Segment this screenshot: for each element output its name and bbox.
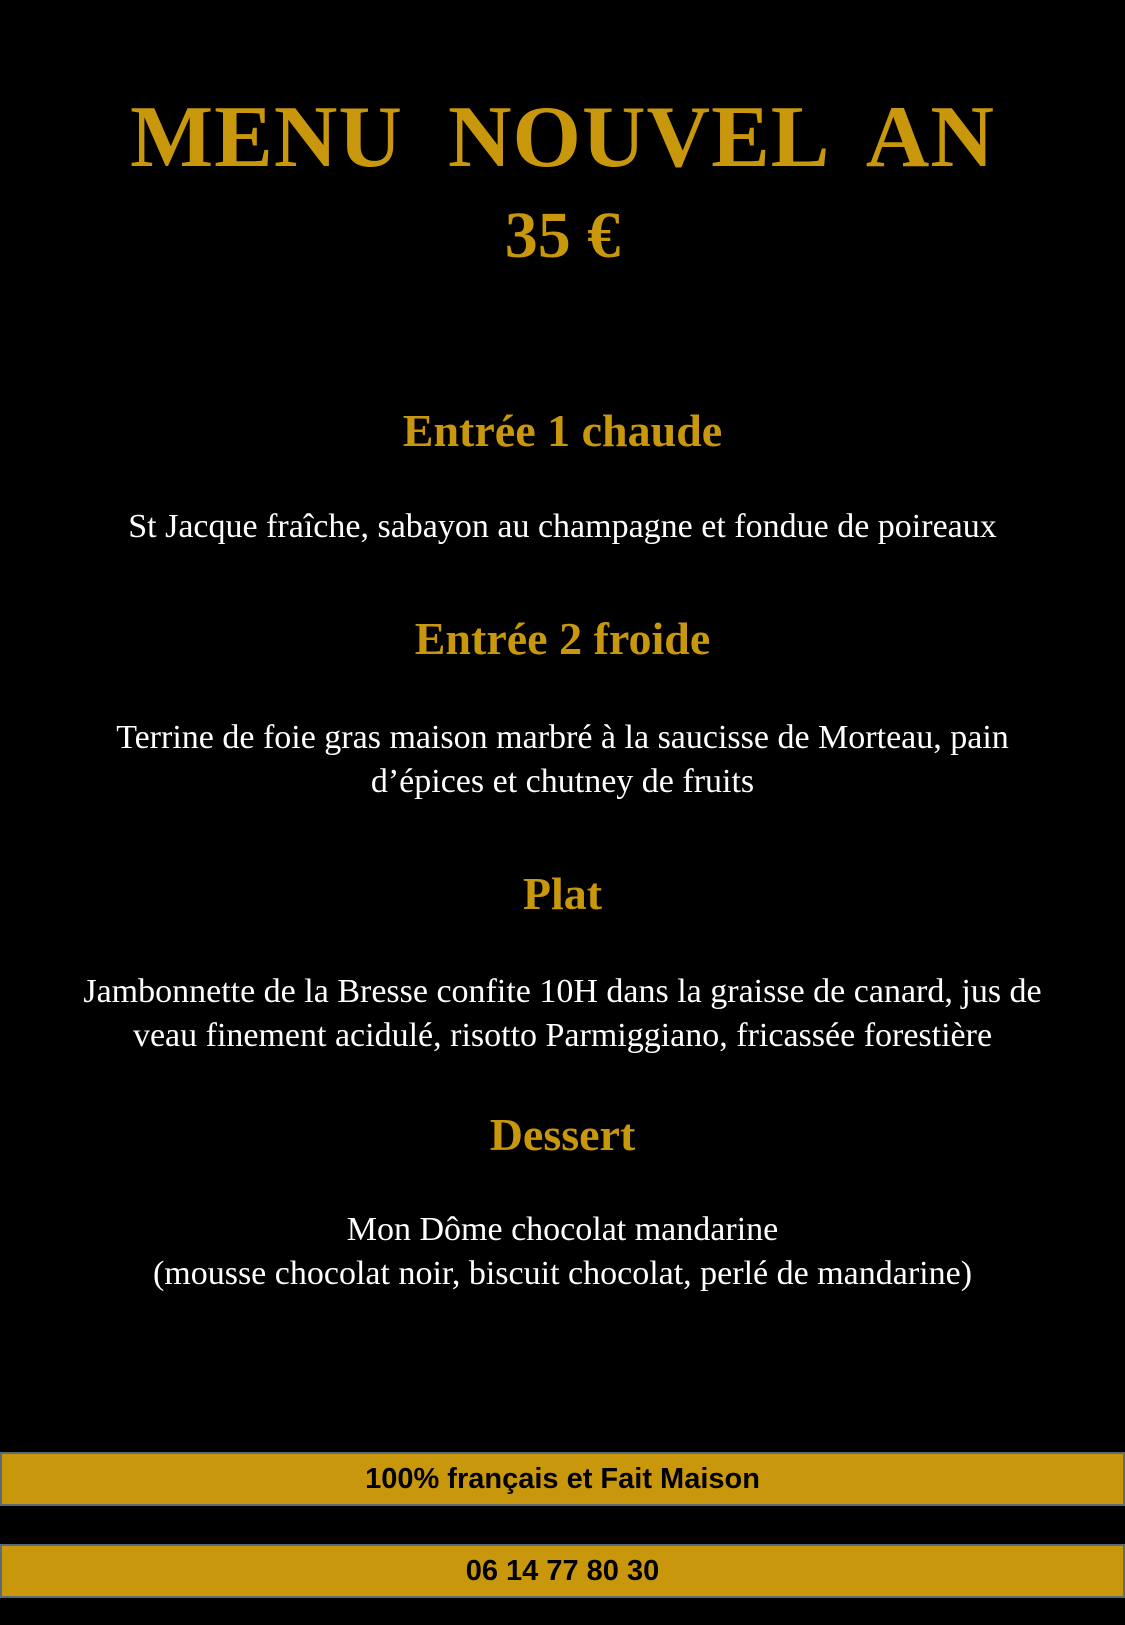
description-line: St Jacque fraîche, sabayon au champagne et fondue de poireaux [128,508,997,545]
tagline-banner: 100% français et Fait Maison [0,1452,1125,1506]
description-line: d’épices et chutney de fruits [370,763,755,800]
section-description-dessert [20,1208,1105,1296]
section-heading-entree-chaude: Entrée 1 chaude [402,405,723,456]
description-line: Jambonnette de la Bresse confite 10H dans la graisse de canard, jus de [83,973,1042,1010]
menu-price: 35 € [504,199,621,272]
section-heading-entree-froide: Entrée 2 froide [414,613,711,664]
phone-banner: 06 14 77 80 30 [0,1544,1125,1598]
section-description-plat [20,970,1105,1058]
menu-title: MENU NOUVEL AN [130,89,995,186]
description-line: Terrine de foie gras maison marbré à la saucisse de Morteau, pain [116,719,1009,756]
description-line: Mon Dôme chocolat mandarine [346,1211,779,1248]
section-heading-dessert: Dessert [489,1109,636,1160]
section-description-entree-froide [20,716,1105,804]
section-heading-plat: Plat [522,868,603,919]
section-description-entree-chaude [20,505,1105,549]
description-line: veau finement acidulé, risotto Parmiggiano, fricassée forestière [132,1017,993,1054]
description-line: (mousse chocolat noir, biscuit chocolat, perlé de mandarine) [152,1255,973,1292]
